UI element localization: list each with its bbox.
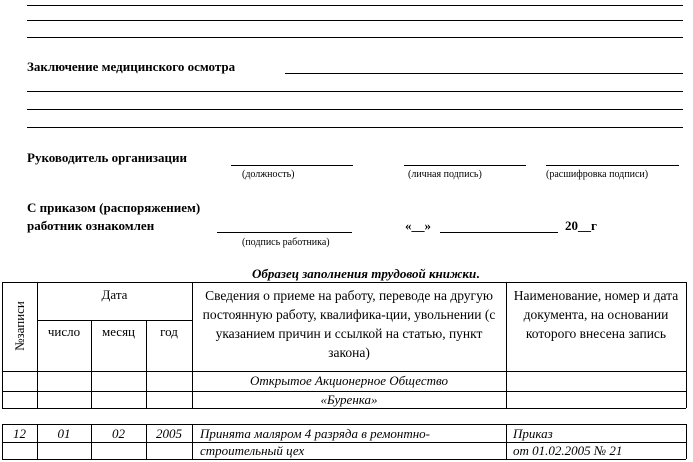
table-border: [2, 282, 3, 408]
table-border: [2, 282, 686, 283]
org-name-line-2: «Буренка»: [320, 392, 378, 407]
sample-title-text: Образец заполнения трудовой книжки: [252, 266, 477, 281]
table-border: [686, 424, 687, 459]
table-border: [686, 282, 687, 408]
col-month-header: месяц: [101, 324, 136, 339]
table-border: [2, 424, 686, 425]
blank-line: [27, 5, 683, 6]
col-date-header: Дата: [101, 287, 128, 302]
date-quote: «__»: [405, 218, 431, 233]
blank-line: [27, 127, 683, 128]
table-border: [2, 408, 686, 409]
worker-signature-caption: (подпись работника): [242, 237, 330, 248]
blank-line: [27, 109, 683, 110]
sample-title: [252, 266, 479, 282]
worker-signature-line: [217, 232, 352, 233]
blank-line: [27, 20, 683, 21]
order-line-1: С приказом (распоряжением): [27, 200, 201, 215]
table-border: [192, 282, 193, 408]
row-year: 2005: [156, 426, 182, 441]
table-border: [37, 320, 192, 321]
row-info-line-2: строительный цех: [200, 443, 305, 458]
personal-signature-line: [404, 165, 526, 166]
blank-line: [27, 37, 683, 38]
row-document-line-2: от 01.02.2005 № 21: [513, 443, 623, 458]
medical-conclusion-line: [285, 73, 683, 74]
row-month: 02: [112, 426, 125, 441]
order-line-2: работник ознакомлен: [27, 218, 155, 233]
signature-decode-line: [546, 165, 679, 166]
col-document-header: Наименование, номер и дата документа, на основании которого внесена запись: [513, 288, 679, 341]
row-day: 01: [57, 426, 71, 441]
row-record-number: 12: [13, 426, 26, 441]
row-info-line-1: Принята маляром 4 разряда в ремонтно-: [200, 426, 431, 441]
medical-conclusion-label: Заключение медицинского осмотра: [27, 59, 236, 74]
position-caption: (должность): [242, 169, 295, 180]
blank-line: [27, 91, 683, 92]
head-of-org-label: Руководитель организации: [27, 150, 187, 165]
personal-signature-caption: (личная подпись): [408, 169, 482, 180]
table-border: [506, 282, 507, 408]
col-day-header: число: [47, 324, 81, 339]
table-border: [2, 459, 686, 460]
signature-decode-caption: (расшифровка подписи): [546, 169, 649, 180]
table-border: [2, 371, 686, 372]
row-document-line-1: Приказ: [513, 426, 553, 441]
org-name-line-1: Открытое Акционерное Общество: [249, 373, 449, 388]
table-border: [506, 424, 507, 459]
table-border: [192, 424, 193, 459]
sample-title-dot: .: [476, 266, 480, 281]
position-line: [231, 165, 353, 166]
year-label: 20__г: [565, 218, 597, 233]
col-year-header: год: [160, 324, 178, 339]
col-info-header: Сведения о приеме на работу, переводе на другую постоянную работу, квалифика-ции, увольнении (с указанием причин и ссылкой на статью, пункт закона): [202, 288, 496, 360]
col-record-number-header: №записи: [12, 301, 27, 351]
date-line: [440, 232, 558, 233]
